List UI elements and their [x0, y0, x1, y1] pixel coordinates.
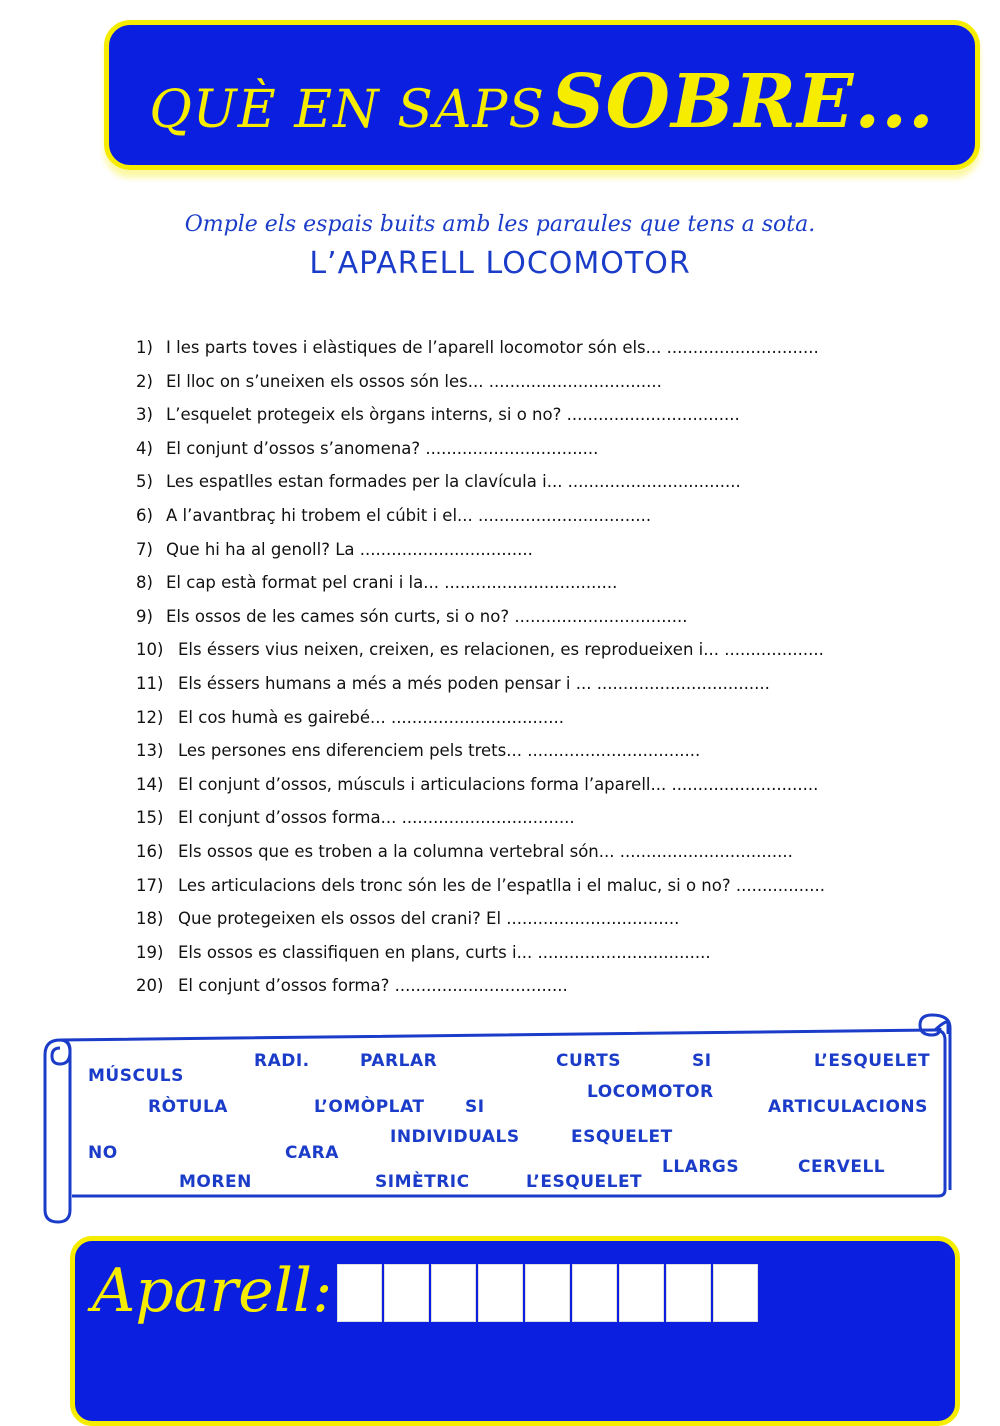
word-bank-item: SI	[465, 1097, 485, 1117]
question-number: 4)	[136, 438, 153, 458]
question-text: Els ossos que es troben a la columna vertebral són... .................................	[178, 841, 793, 861]
question-item	[136, 605, 966, 639]
question-text: Que protegeixen els ossos del crani? El .................................	[178, 909, 680, 929]
word-bank-item: MÚSCULS	[88, 1066, 184, 1086]
question-item	[136, 336, 966, 370]
answer-letter-box[interactable]	[478, 1264, 523, 1322]
answer-letter-box[interactable]	[572, 1264, 617, 1322]
word-bank-item: PARLAR	[360, 1051, 438, 1071]
question-number: 13)	[136, 741, 164, 761]
question-number: 3)	[136, 405, 153, 425]
question-number: 18)	[136, 909, 164, 929]
question-text: A l’avantbraç hi trobem el cúbit i el... .................................	[166, 505, 652, 525]
question-text: L’esquelet protegeix els òrgans interns, si o no? .................................	[166, 405, 740, 425]
question-item	[136, 470, 966, 504]
word-bank-item: CARA	[285, 1143, 339, 1163]
question-item	[136, 638, 966, 672]
question-text: El conjunt d’ossos s’anomena? .................................	[166, 438, 599, 458]
question-list	[136, 336, 966, 1008]
word-bank-item: RADI.	[254, 1051, 310, 1071]
question-number: 19)	[136, 942, 164, 962]
scroll-frame	[40, 1010, 960, 1225]
answer-letter-box[interactable]	[337, 1264, 382, 1322]
question-text: Les persones ens diferenciem pels trets... .................................	[178, 741, 701, 761]
question-item	[136, 403, 966, 437]
question-item	[136, 773, 966, 807]
question-item	[136, 874, 966, 908]
question-item	[136, 907, 966, 941]
word-bank-item: RÒTULA	[148, 1097, 228, 1117]
question-number: 16)	[136, 841, 164, 861]
word-bank-item: ESQUELET	[571, 1127, 673, 1147]
word-bank-item: L’ESQUELET	[814, 1051, 931, 1071]
question-number: 1)	[136, 338, 153, 357]
word-bank-item: LOCOMOTOR	[587, 1082, 714, 1102]
word-bank-item: L’OMÒPLAT	[314, 1097, 425, 1117]
word-bank-item: INDIVIDUALS	[390, 1127, 520, 1147]
instructions: Omple els espais buits amb les paraules que tens a sota.	[184, 212, 816, 237]
question-text: El lloc on s’uneixen els ossos són les... .................................	[166, 371, 662, 391]
question-number: 5)	[136, 472, 153, 492]
answer-boxes	[337, 1264, 758, 1322]
title-small: QUÈ EN SAPS	[149, 80, 545, 140]
question-text: El conjunt d’ossos, músculs i articulacions forma l’aparell... ............................	[178, 774, 819, 794]
question-number: 10)	[136, 640, 164, 660]
question-text: Els ossos es classifiquen en plans, curts i... .................................	[178, 942, 711, 962]
word-bank-item: CERVELL	[798, 1157, 886, 1177]
word-bank-item: ARTICULACIONS	[768, 1097, 928, 1117]
answer-letter-box[interactable]	[431, 1264, 476, 1322]
question-number: 15)	[136, 808, 164, 828]
word-bank-item: SIMÈTRIC	[375, 1172, 470, 1192]
question-item	[136, 974, 966, 1008]
question-number: 8)	[136, 573, 153, 593]
question-item	[136, 840, 966, 874]
question-item	[136, 806, 966, 840]
question-text: Les espatlles estan formades per la clavícula i... .................................	[166, 472, 741, 492]
question-number: 12)	[136, 707, 164, 727]
word-bank-item: SI	[692, 1051, 712, 1071]
question-number: 20)	[136, 976, 164, 996]
question-text: Els éssers vius neixen, creixen, es relacionen, es reprodueixen i... ...................	[178, 640, 824, 660]
question-text: Les articulacions dels tronc són les de l’espatlla i el maluc, si o no? .................	[178, 875, 826, 895]
word-bank-item: CURTS	[556, 1051, 621, 1071]
question-item	[136, 571, 966, 605]
question-text: El cap està format pel crani i la... .................................	[166, 573, 618, 593]
question-text: I les parts toves i elàstiques de l’aparell locomotor són els... .............................	[166, 338, 819, 357]
question-item	[136, 941, 966, 975]
question-text: Els ossos de les cames són curts, si o no? .................................	[166, 606, 688, 626]
question-item	[136, 437, 966, 471]
question-item	[136, 672, 966, 706]
question-number: 7)	[136, 539, 153, 559]
answer-letter-box[interactable]	[384, 1264, 429, 1322]
question-text: El conjunt d’ossos forma? .................................	[178, 976, 568, 996]
question-text: El conjunt d’ossos forma... .................................	[178, 808, 575, 828]
word-bank-item: L’ESQUELET	[526, 1172, 643, 1192]
question-number: 2)	[136, 371, 153, 391]
question-number: 11)	[136, 673, 164, 693]
title-banner	[104, 20, 980, 170]
word-bank-item: LLARGS	[662, 1157, 740, 1177]
answer-label: Aparell:	[92, 1256, 333, 1326]
word-bank-item: NO	[88, 1143, 118, 1163]
question-number: 9)	[136, 606, 153, 626]
question-item	[136, 739, 966, 773]
question-item	[136, 370, 966, 404]
question-text: El cos humà es gairebé... .................................	[178, 707, 565, 727]
banner-title	[109, 59, 975, 145]
answer-letter-box[interactable]	[619, 1264, 664, 1322]
word-bank-item: MOREN	[179, 1172, 252, 1192]
answer-letter-box[interactable]	[525, 1264, 570, 1322]
question-number: 6)	[136, 505, 153, 525]
question-number: 17)	[136, 875, 164, 895]
answer-letter-box[interactable]	[666, 1264, 711, 1322]
question-item	[136, 504, 966, 538]
worksheet-subtitle: L’APARELL LOCOMOTOR	[309, 246, 691, 281]
question-text: Que hi ha al genoll? La .................................	[166, 539, 533, 559]
title-big: SOBRE...	[551, 59, 935, 145]
question-number: 14)	[136, 774, 164, 794]
question-item	[136, 538, 966, 572]
question-text: Els éssers humans a més a més poden pensar i ... .................................	[178, 673, 770, 693]
answer-letter-box[interactable]	[713, 1264, 758, 1322]
question-item	[136, 706, 966, 740]
